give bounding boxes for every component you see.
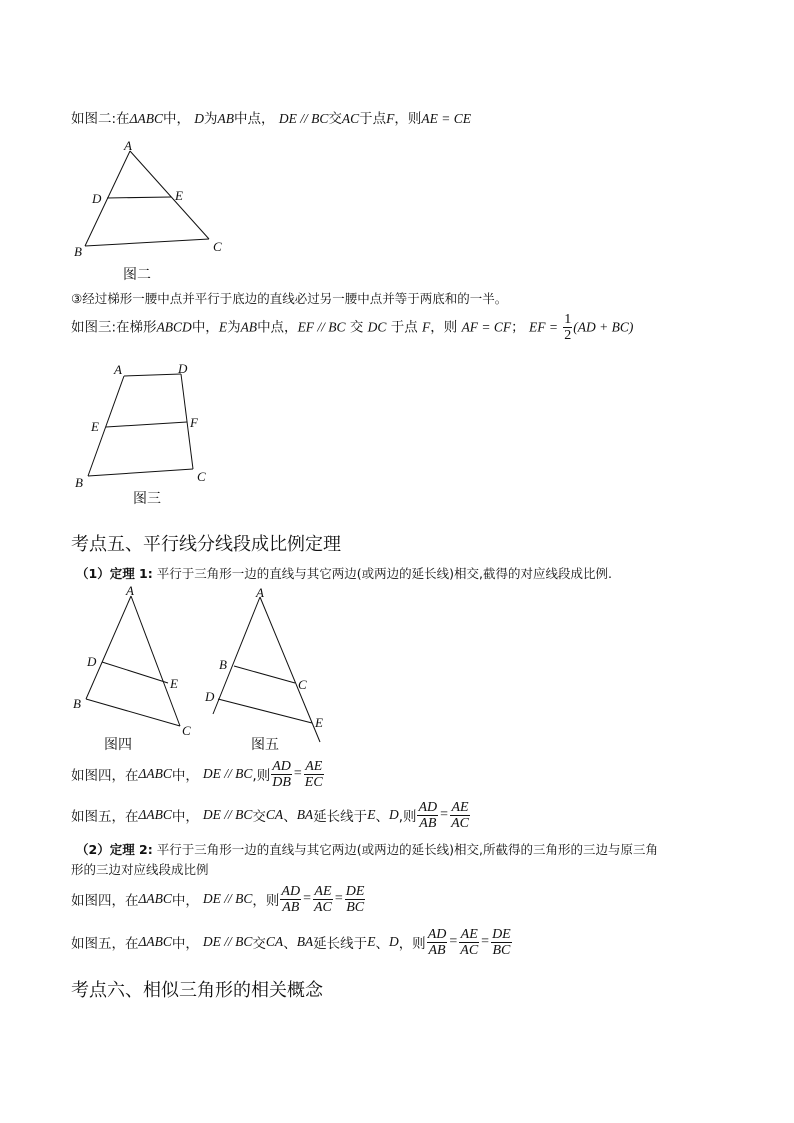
side-ac [131,596,180,726]
equals-sign: = [303,891,311,906]
fig4-proportion-1 [71,756,325,792]
line-ad-extended [213,597,260,714]
segment-de [102,662,168,683]
math-fragment: DE // BC [202,891,253,906]
side-bc [88,469,193,476]
math-fragment: (AD + BC) [573,319,634,335]
fig5-proportion-1 [71,797,471,833]
math-fragment: AE = CE [421,111,471,126]
theorem-2-line-1 [76,840,658,858]
math-fragment: F [386,111,395,126]
line-ae-extended [260,597,320,742]
fraction-de-bc: $\frac{DE}{BC}$ [345,883,365,915]
equals-sign: = [293,766,302,781]
text-fragment: ，则 [430,319,458,336]
fraction-ae-ac: $\frac{AE}{AC}$ [314,883,332,915]
fig4-proportion-2 [71,881,366,917]
text-fragment: 如图五，在 [71,809,139,825]
math-fragment: DE // BC [278,111,329,126]
side-bc [86,699,180,726]
theorem-1-text: 平行于三角形一边的直线与其它两边(或两边的延长线)相交,截得的对应线段成比例. [156,566,612,581]
text-fragment: 交 [252,809,266,825]
side-bc [85,239,209,246]
side-ad [124,374,181,376]
text-fragment: 延长线于 [313,809,368,825]
fraction-de-bc: $\frac{DE}{BC}$ [492,926,511,958]
text-fragment: 如图三:在梯形 [71,319,157,336]
equals-sign: = [481,934,490,949]
fraction-ae-ac: $\frac{AE}{AC}$ [451,799,469,831]
text-fragment: 延长线于 [313,936,368,952]
side-ac [130,151,209,239]
text-fragment: 如图四，在 [71,893,139,909]
fraction-ad-ab: $\frac{AD}{AB}$ [281,883,301,915]
fraction-ad-ab: $\frac{AD}{AB}$ [418,799,438,831]
label-c: C [182,723,191,738]
math-fragment: E [218,319,228,335]
fig5-proportion-2 [71,924,513,960]
figure-3-caption: 图三 [133,491,161,507]
label-c: C [213,239,222,254]
text-fragment: ，则 [252,893,280,909]
label-c: C [197,469,206,484]
text-fragment: ； [511,319,525,336]
text-fragment: 如图二:在 [71,111,130,127]
math-fragment: DC [367,319,387,335]
label-d: D [205,689,215,704]
fraction-ad-db: $\frac{AD}{DB}$ [272,758,291,790]
math-fragment: DE // BC [202,934,253,949]
math-fragment: ΔABC [138,934,172,949]
figure-4-caption: 图四 [104,737,132,753]
text-fragment: 中， [171,809,199,825]
label-e: E [170,676,178,691]
item-3-text: ③经过梯形一腰中点并平行于底边的直线必过另一腰中点并等于两底和的一半。 [71,291,508,306]
math-fragment: AB [217,111,235,126]
math-fragment: AF = CF [461,319,512,335]
label-a: A [126,583,134,598]
figure-2-caption: 图二 [123,267,151,283]
label-b: B [75,475,83,490]
text-fragment: 中点， [234,111,275,127]
label-f: F [190,415,198,430]
text-fragment: ，则 [394,111,422,127]
math-fragment: CA [265,934,284,949]
math-fragment: ΔABC [138,891,172,906]
text-fragment: 、 [375,936,389,952]
theorem-2-line-2: 形的三边对应线段成比例 [71,862,209,877]
label-e: E [91,419,99,434]
text-fragment: 于点 [390,319,418,336]
text-fragment: 、 [283,809,297,825]
fraction-ae-ec: $\frac{AE}{EC}$ [304,758,323,790]
label-e: E [315,715,323,730]
math-fragment: EF // BC [297,319,346,335]
math-fragment: F [422,319,431,335]
text-fragment: 中， [171,936,199,952]
math-fragment: CA [265,807,284,822]
label-d: D [87,654,97,669]
label-d: D [178,361,188,376]
math-fragment: E [367,934,376,949]
side-ab [86,596,131,699]
theorem-2-text: 平行于三角形一边的直线与其它两边(或两边的延长线)相交,所截得的三角形的三边与原三角 [156,842,658,857]
text-fragment: 、 [375,809,389,825]
theorem-1-label: （1）定理 1: [76,566,153,581]
text-fragment: 交 [252,936,266,952]
math-fragment: EF = [528,319,558,335]
text-fragment: 中， [171,893,199,909]
math-fragment: DE // BC [202,807,253,822]
equals-sign: = [334,891,343,906]
math-fragment: DE // BC [202,766,253,781]
fraction-one-half: $\frac{1}{2}$ [564,312,572,343]
figure-3-diagram [70,358,220,494]
segment-de [218,699,312,723]
text-fragment: ,则 [252,768,271,784]
segment-ef [106,422,187,427]
text-fragment: 中点， [257,319,298,336]
text-fragment: 交 [328,111,342,127]
equals-sign: = [440,807,449,822]
math-fragment: ABCD [156,319,192,335]
theorem-2-label: （2）定理 2: [76,842,153,857]
math-fragment: D [388,807,399,822]
label-a: A [124,138,132,153]
math-fragment: ΔABC [138,766,172,781]
label-a: A [114,362,122,377]
label-d: D [92,191,102,206]
label-b: B [219,657,227,672]
math-fragment: D [194,111,205,126]
side-bc [234,666,295,683]
text-fragment: 交 [349,319,364,336]
math-fragment: BA [296,934,314,949]
text-fragment: 、 [283,936,297,952]
math-fragment: BA [296,807,314,822]
section-5-heading: 考点五、平行线分线段成比例定理 [71,534,341,555]
math-fragment: ΔABC [129,111,163,126]
text-fragment: 为 [204,111,218,127]
fraction-ad-ab: $\frac{AD}{AB}$ [427,926,447,958]
label-b: B [73,696,81,711]
segment-de [107,197,171,198]
label-a: A [256,585,264,600]
figure-2-diagram [66,136,236,264]
fig2-statement [71,107,471,127]
label-b: B [74,244,82,259]
equals-sign: = [449,934,458,949]
figure-5-diagram [200,582,340,750]
section-6-heading: 考点六、相似三角形的相关概念 [71,980,323,1001]
fig3-statement [71,312,633,343]
text-fragment: ,则 [398,809,417,825]
text-fragment: 如图五，在 [71,936,139,952]
label-e: E [175,188,183,203]
fraction-ae-ac: $\frac{AE}{AC}$ [460,926,479,958]
math-fragment: AC [341,111,360,126]
theorem-1 [76,564,612,582]
text-fragment: 中， [191,319,219,336]
math-fragment: E [367,807,376,822]
text-fragment: 如图四，在 [71,768,139,784]
math-fragment: AB [240,319,258,335]
text-fragment: ，则 [398,936,426,952]
math-fragment: D [388,934,399,949]
label-c: C [298,677,307,692]
math-fragment: ΔABC [138,807,172,822]
text-fragment: 中， [162,111,190,127]
text-fragment: 中， [171,768,199,784]
text-fragment: 于点 [359,111,387,127]
text-fragment: 为 [227,319,241,336]
figure-4-diagram [66,582,206,742]
figure-5-caption: 图五 [251,737,279,753]
